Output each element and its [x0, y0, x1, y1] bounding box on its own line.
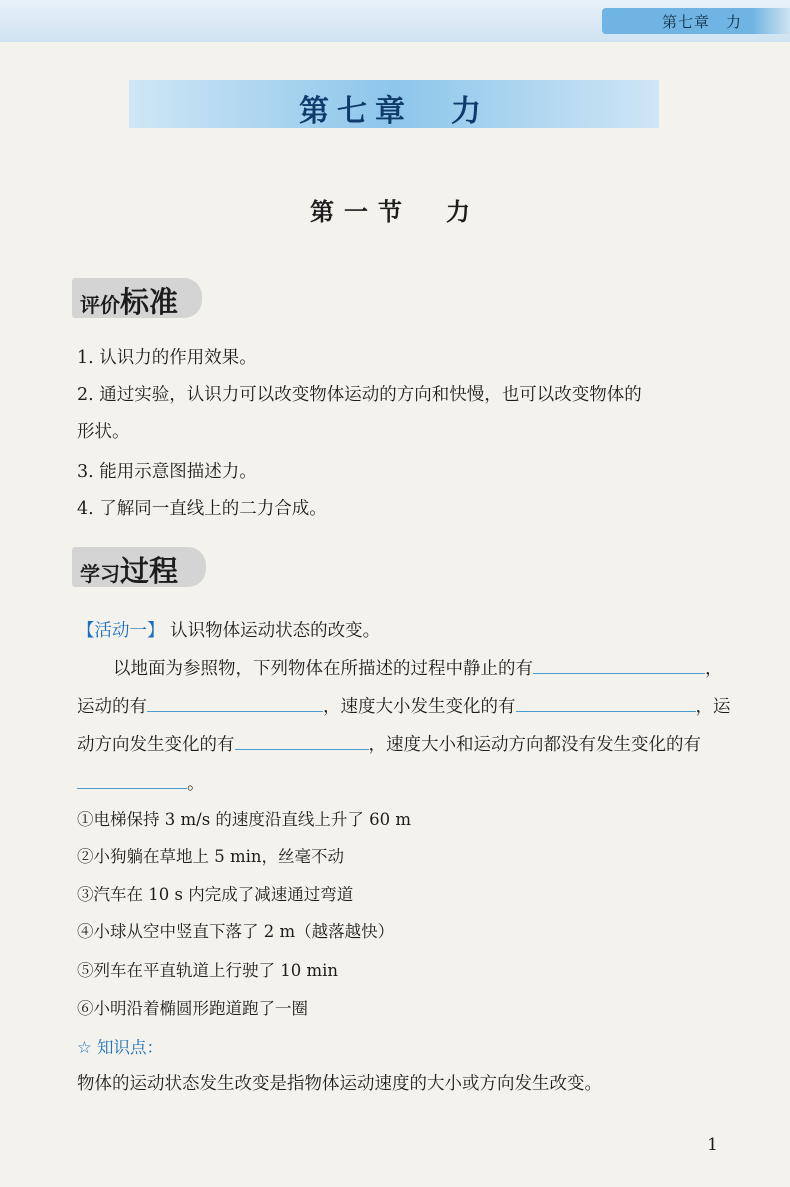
standard-item: 4. 了解同一直线上的二力合成。 — [77, 499, 327, 519]
question-text: ，速度大小和运动方向都没有发生变化的有 — [368, 735, 701, 755]
standard-item: 3. 能用示意图描述力。 — [77, 462, 257, 482]
standards-badge-big: 标准 — [120, 285, 179, 319]
activity1-tag: 【活动一】 — [77, 621, 165, 641]
option-item: ①电梯保持 3 m/s 的速度沿直线上升了 60 m — [77, 810, 412, 829]
question-line-2 — [77, 693, 731, 718]
question-line-1 — [113, 655, 723, 680]
question-punct: 。 — [187, 774, 205, 794]
knowledge-label: ☆ 知识点： — [77, 1038, 164, 1057]
chapter-banner — [129, 80, 659, 128]
activity1-title: 认识物体运动状态的改变。 — [170, 621, 381, 641]
standards-badge-small: 评价 — [80, 293, 120, 317]
question-text: ，速度大小发生变化的有 — [323, 697, 516, 717]
question-punct: ， — [705, 659, 723, 679]
answer-blank-speed-change[interactable] — [516, 695, 696, 712]
page-number: 1 — [707, 1135, 718, 1155]
standards-badge — [72, 278, 202, 318]
knowledge-text: 物体的运动状态发生改变是指物体运动速度的大小或方向发生改变。 — [77, 1074, 602, 1094]
answer-blank-direction-change[interactable] — [235, 733, 369, 750]
option-item: ③汽车在 10 s 内完成了减速通过弯道 — [77, 885, 354, 904]
answer-blank-uniform[interactable] — [77, 772, 187, 789]
process-badge-big: 过程 — [120, 554, 179, 588]
section-title: 第一节 力 — [310, 198, 480, 226]
activity1-heading — [77, 617, 380, 642]
process-badge — [72, 547, 206, 587]
running-header: 第七章 力 — [661, 13, 742, 31]
answer-blank-moving[interactable] — [147, 695, 323, 712]
standard-item: 形状。 — [77, 422, 130, 442]
process-badge-small: 学习 — [80, 562, 120, 586]
question-text: 动方向发生变化的有 — [77, 735, 235, 755]
option-item: ④小球从空中竖直下落了 2 m（越落越快） — [77, 922, 395, 941]
chapter-title: 第七章 力 — [299, 94, 489, 129]
standard-item: 1. 认识力的作用效果。 — [77, 348, 257, 368]
option-item: ②小狗躺在草地上 5 min，丝毫不动 — [77, 847, 345, 866]
option-item: ⑤列车在平直轨道上行驶了 10 min — [77, 961, 339, 980]
answer-blank-static[interactable] — [533, 657, 705, 674]
question-line-4 — [77, 770, 205, 795]
question-line-3 — [77, 731, 701, 756]
header-tab-tail — [752, 8, 790, 34]
question-text: ，运 — [695, 697, 731, 717]
option-item: ⑥小明沿着椭圆形跑道跑了一圈 — [77, 999, 308, 1018]
standard-item: 2. 通过实验，认识力可以改变物体运动的方向和快慢，也可以改变物体的 — [77, 385, 642, 405]
question-text: 以地面为参照物，下列物体在所描述的过程中静止的有 — [113, 659, 533, 679]
question-text: 运动的有 — [77, 697, 147, 717]
